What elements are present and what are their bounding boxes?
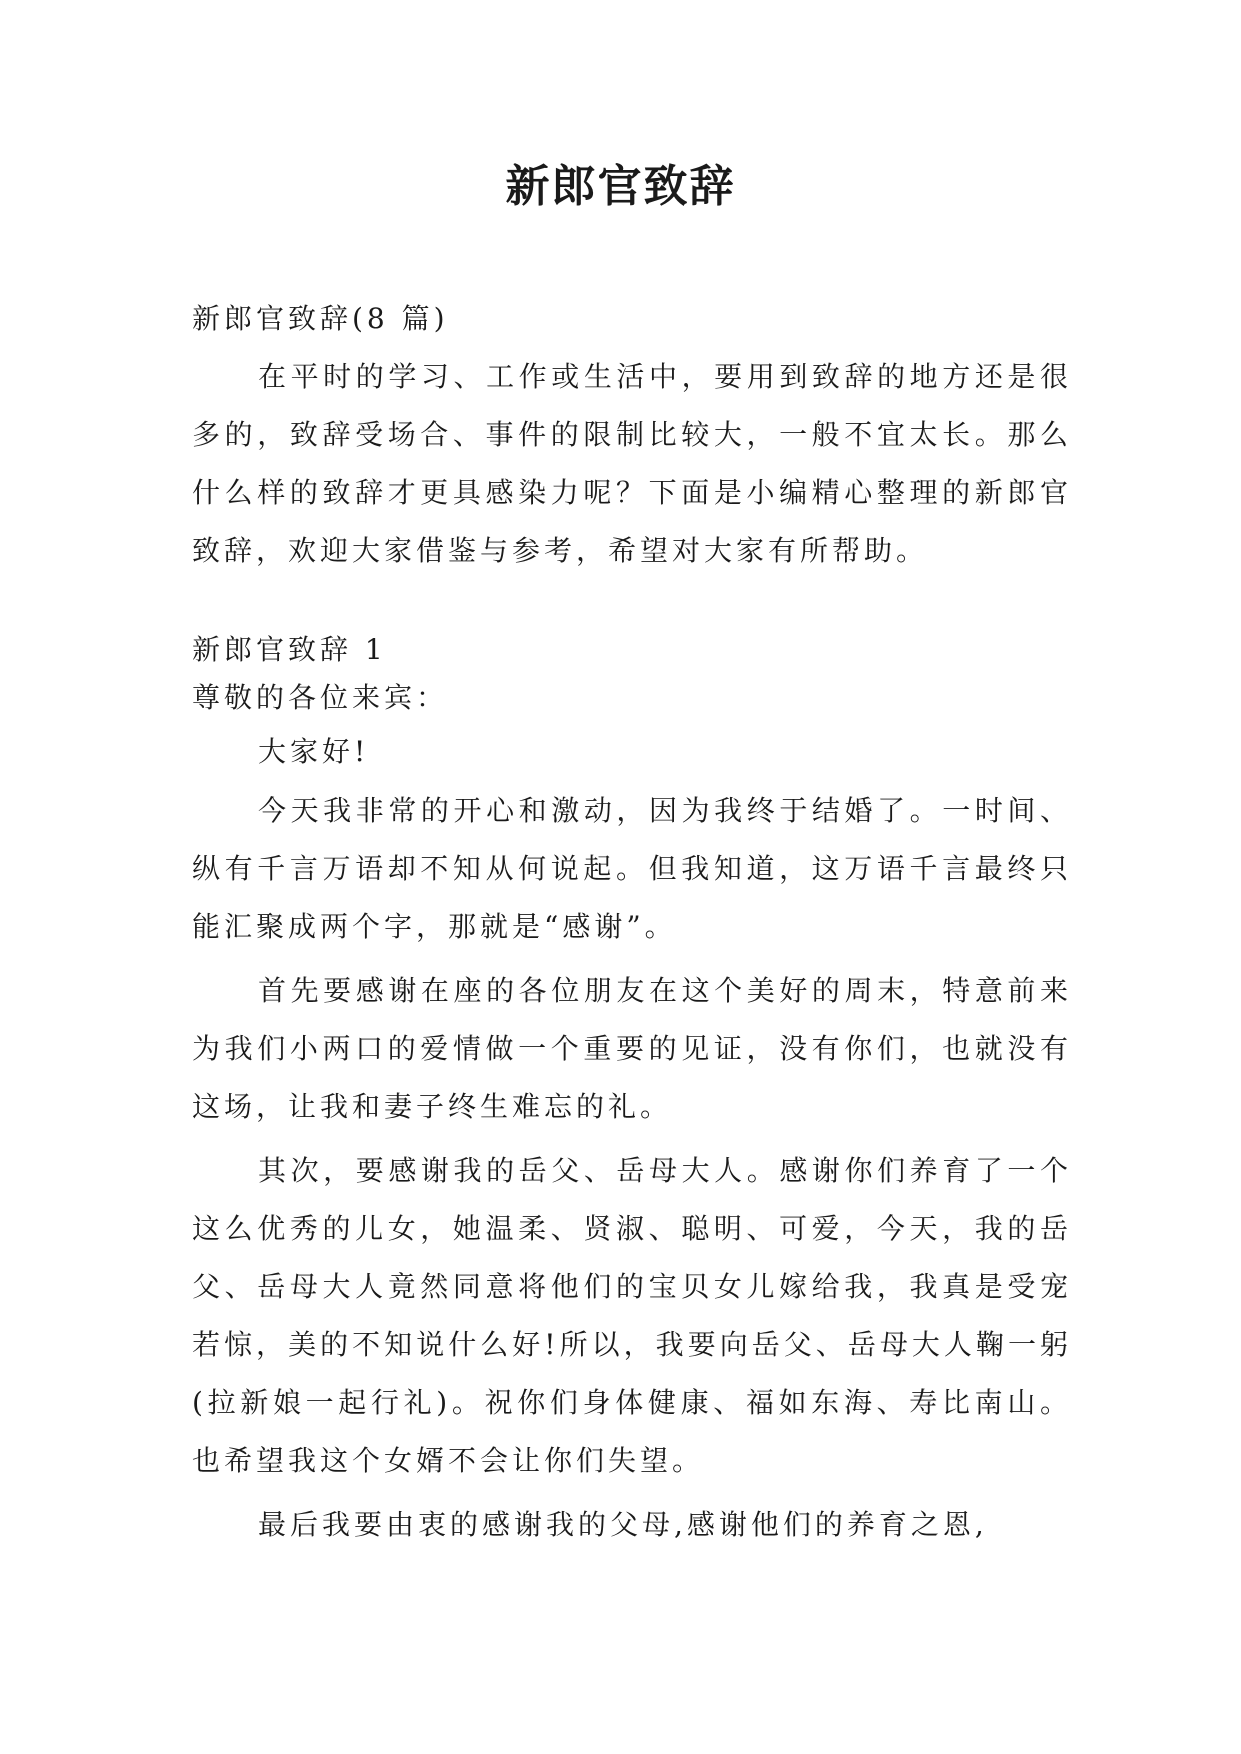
- document-title: 新郎官致辞: [505, 161, 736, 212]
- intro-paragraph: 在平时的学习、工作或生活中，要用到致辞的地方还是很多的，致辞受场合、事件的限制比较大，一般不宜太长。那么什么样的致辞才更具感染力呢？下面是小编精心整理的新郎官致辞，欢迎大家借鉴与参考，希望对大家有所帮助。: [192, 360, 1072, 567]
- section-heading: 新郎官致辞 1: [192, 633, 387, 666]
- salutation: 尊敬的各位来宾：: [192, 681, 449, 714]
- body-paragraph: 今天我非常的开心和激动，因为我终于结婚了。一时间、纵有千言万语却不知从何说起。但我知道，这万语千言最终只能汇聚成两个字，那就是“感谢”。: [192, 794, 1072, 943]
- section-spacer: [192, 580, 1072, 626]
- body-paragraph: 最后我要由衷的感谢我的父母,感谢他们的养育之恩,: [258, 1508, 988, 1541]
- body-paragraph: 其次，要感谢我的岳父、岳母大人。感谢你们养育了一个这么优秀的儿女，她温柔、贤淑、聪明、可爱，今天，我的岳父、岳母大人竟然同意将他们的宝贝女儿嫁给我，我真是受宠若惊，美的不知说什么好!所以，我要向岳父、岳母大人鞠一躬(拉新娘一起行礼)。祝你们身体健康、福如东海、寿比南山。也希望我这个女婿不会让你们失望。: [192, 1154, 1072, 1477]
- body-paragraph: 首先要感谢在座的各位朋友在这个美好的周末，特意前来为我们小两口的爱情做一个重要的见证，没有你们，也就没有这场，让我和妻子终生难忘的礼。: [192, 974, 1072, 1123]
- greeting: 大家好!: [258, 735, 370, 768]
- document-body: [192, 290, 1072, 1554]
- document-subtitle: 新郎官致辞(8 篇): [192, 302, 449, 335]
